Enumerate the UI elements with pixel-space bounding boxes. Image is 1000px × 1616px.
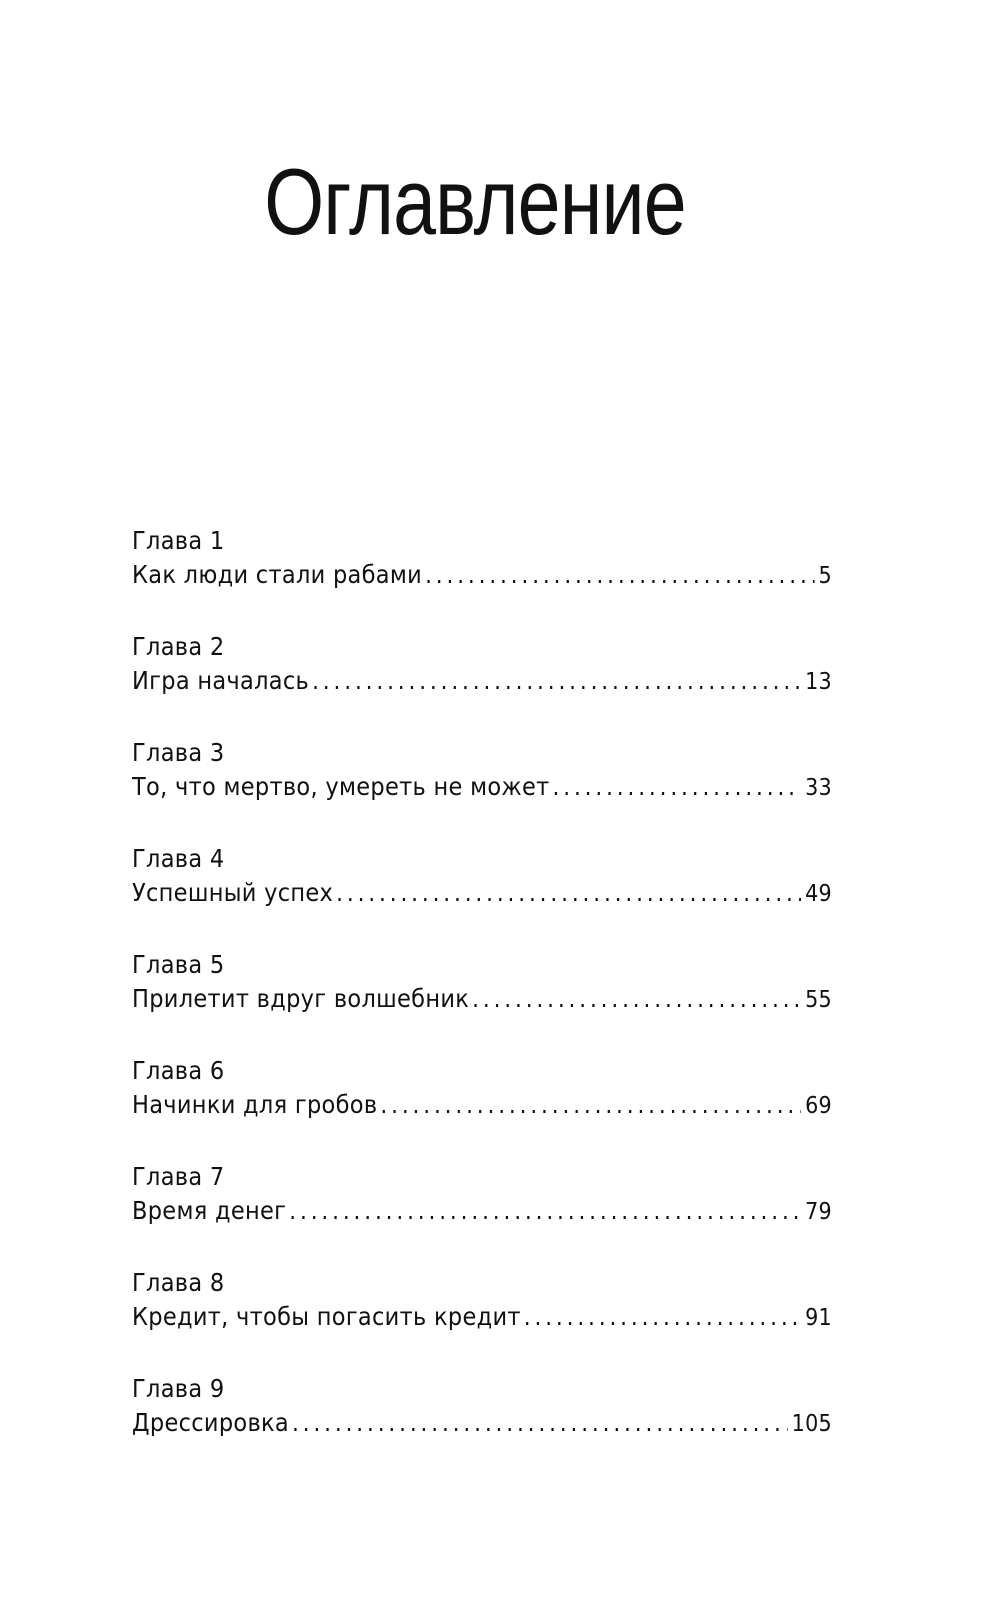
toc-entry-3[interactable] bbox=[132, 736, 832, 842]
dot-leader bbox=[524, 1300, 801, 1334]
toc-entry-8[interactable] bbox=[132, 1266, 832, 1372]
page-number: 79 bbox=[805, 1199, 832, 1225]
page-number: 69 bbox=[805, 1093, 832, 1119]
dot-leader bbox=[336, 876, 801, 910]
chapter-title: Кредит, чтобы погасить кредит bbox=[132, 1302, 521, 1331]
chapter-title: Время денег bbox=[132, 1196, 287, 1225]
page-number: 49 bbox=[805, 881, 832, 907]
chapter-label: Глава 8 bbox=[132, 1268, 225, 1297]
page-number: 55 bbox=[805, 987, 832, 1013]
dot-leader bbox=[553, 770, 802, 804]
toc-entry-line bbox=[132, 1088, 832, 1122]
toc-entry-line bbox=[132, 982, 832, 1016]
toc-entry-line bbox=[132, 558, 832, 592]
toc-entry-7[interactable] bbox=[132, 1160, 832, 1266]
dot-leader bbox=[312, 664, 801, 698]
chapter-title: То, что мертво, умереть не может bbox=[132, 772, 550, 801]
table-of-contents bbox=[132, 524, 832, 1478]
toc-entry-line bbox=[132, 1194, 832, 1228]
chapter-label: Глава 7 bbox=[132, 1162, 225, 1191]
toc-entry-9[interactable] bbox=[132, 1372, 832, 1478]
toc-entry-line bbox=[132, 1300, 832, 1334]
toc-entry-1[interactable] bbox=[132, 524, 832, 630]
dot-leader bbox=[380, 1088, 801, 1122]
chapter-label: Глава 9 bbox=[132, 1374, 225, 1403]
chapter-title: Дрессировка bbox=[132, 1408, 290, 1437]
toc-entry-line bbox=[132, 876, 832, 910]
toc-entry-6[interactable] bbox=[132, 1054, 832, 1160]
dot-leader bbox=[292, 1406, 788, 1440]
chapter-label: Глава 4 bbox=[132, 844, 225, 873]
page-number: 13 bbox=[805, 669, 832, 695]
page-number: 91 bbox=[805, 1305, 832, 1331]
chapter-label: Глава 2 bbox=[132, 632, 225, 661]
page-number: 5 bbox=[818, 563, 832, 589]
dot-leader bbox=[289, 1194, 801, 1228]
page-title: Оглавление bbox=[264, 149, 686, 254]
toc-entry-4[interactable] bbox=[132, 842, 832, 948]
chapter-title: Как люди стали рабами bbox=[132, 560, 423, 589]
chapter-title: Игра началась bbox=[132, 666, 310, 695]
chapter-title: Прилетит вдруг волшебник bbox=[132, 984, 470, 1013]
toc-entry-line bbox=[132, 1406, 832, 1440]
chapter-label: Глава 5 bbox=[132, 950, 225, 979]
chapter-label: Глава 6 bbox=[132, 1056, 225, 1085]
toc-entry-2[interactable] bbox=[132, 630, 832, 736]
dot-leader bbox=[425, 558, 814, 592]
chapter-title: Успешный успех bbox=[132, 878, 334, 907]
toc-entry-line bbox=[132, 664, 832, 698]
dot-leader bbox=[472, 982, 801, 1016]
toc-entry-line bbox=[132, 770, 832, 804]
page-number: 33 bbox=[805, 775, 832, 801]
toc-entry-5[interactable] bbox=[132, 948, 832, 1054]
chapter-title: Начинки для гробов bbox=[132, 1090, 378, 1119]
chapter-label: Глава 1 bbox=[132, 526, 225, 555]
chapter-label: Глава 3 bbox=[132, 738, 225, 767]
page-number: 105 bbox=[791, 1411, 832, 1437]
